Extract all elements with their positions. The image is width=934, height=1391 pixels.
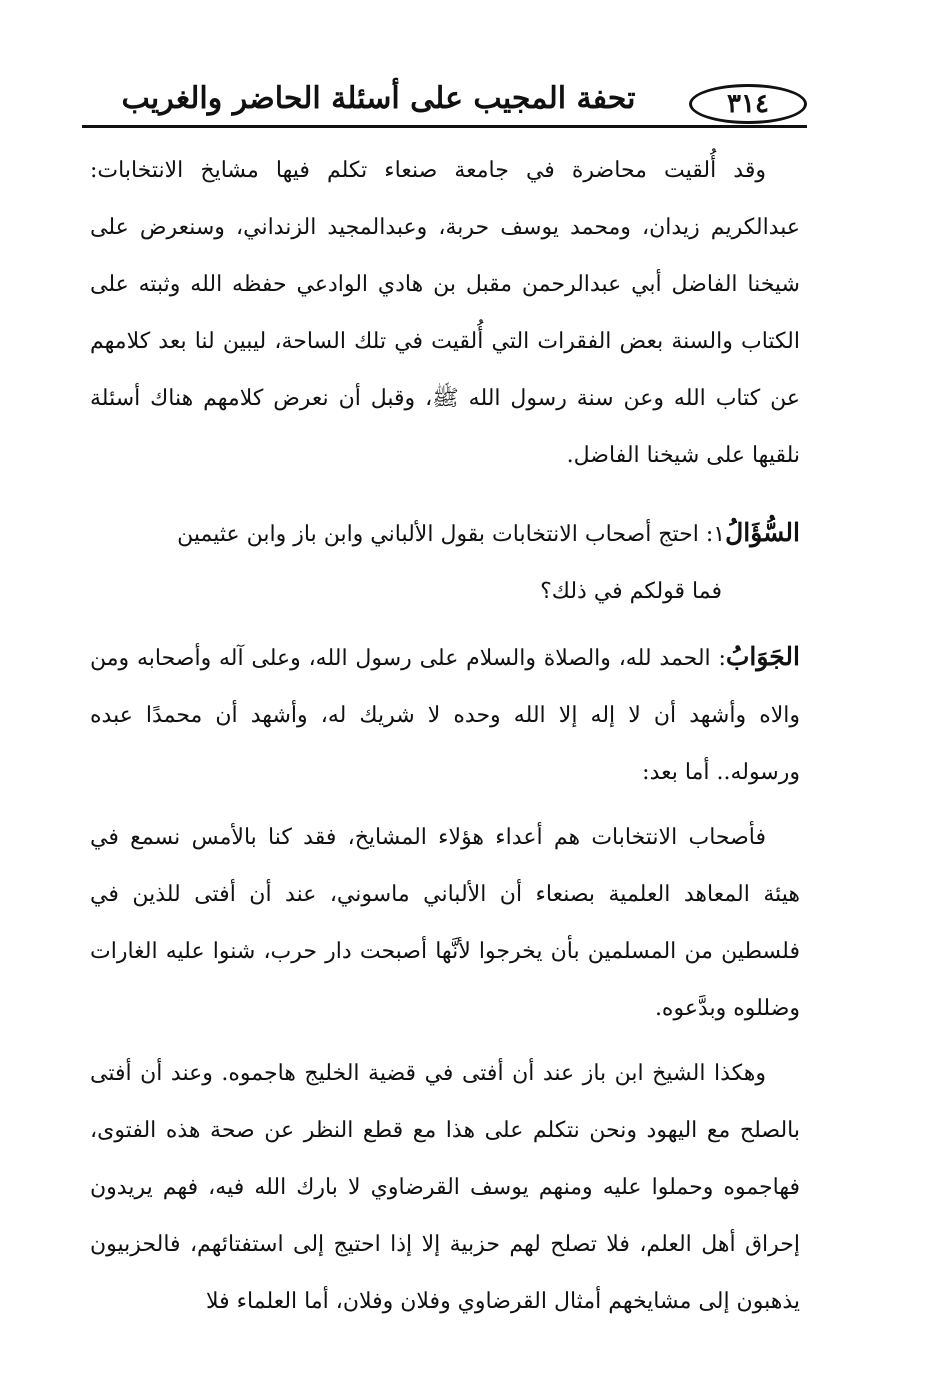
answer-text: : الحمد لله، والصلاة والسلام على رسول الله، وعلى آله وأصحابه ومن والاه وأشهد أن لا إله إلا الله وحده لا شريك له، وأشهد أن محمدًا عبده ورسوله.. أما بعد: (90, 646, 800, 785)
page-number: ٣١٤ (689, 84, 807, 124)
paragraph-intro: وقد أُلقيت محاضرة في جامعة صنعاء تكلم فيها مشايخ الانتخابات: عبدالكريم زيدان، ومحمد يوسف حربة، وعبدالمجيد الزنداني، وسنعرض على شيخنا الفاضل أبي عبدالرحمن مقبل بن هادي الوادعي حفظه الله وثبته على الكتاب والسنة بعض الفقرات التي أُلقيت في تلك الساحة، ليبين لنا بعد كلامهم عن كتاب الله وعن سنة رسول الله ﷺ، وقبل أن نعرض كلامهم هناك أسئلة نلقيها على شيخنا الفاضل. (90, 158, 800, 468)
question-number: ١: (698, 522, 726, 547)
question-line-2: فما قولكم في ذلك؟ (540, 579, 722, 604)
header-rule (82, 125, 807, 128)
question-line-1 (90, 504, 800, 563)
book-title: تحفة المجيب على أسئلة الحاضر والغريب (121, 81, 636, 116)
question-text: احتج أصحاب الانتخابات بقول الألباني وابن باز وابن عثيمين (177, 522, 699, 547)
answer-paragraph (90, 628, 800, 801)
paragraph-3: وهكذا الشيخ ابن باز عند أن أفتى في قضية الخليج هاجموه. وعند أن أفتى بالصلح مع اليهود ونحن نتكلم على هذا مع قطع النظر عن صحة هذه الفتوى، فهاجموه وحملوا عليه ومنهم يوسف القرضاوي لا بارك الله فيه، فهم يريدون إحراق أهل العلم، فلا تصلح لهم حزبية إلا إذا احتيج إلى استفتائهم، فالحزبيون يذهبون إلى مشايخهم أمثال القرضاوي وفلان وفلان، أما العلماء فلا (90, 1061, 800, 1314)
answer-label: الجَوَابُ (725, 642, 800, 671)
page-body (90, 142, 800, 1330)
question-label: السُّؤَالُ (725, 518, 800, 547)
page-header (82, 74, 807, 128)
paragraph-2: فأصحاب الانتخابات هم أعداء هؤلاء المشايخ، فقد كنا بالأمس نسمع في هيئة المعاهد العلمية بصنعاء أن الألباني ماسوني، عند أن أفتى للذين في فلسطين من المسلمين بأن يخرجوا لأنَّها أصبحت دار حرب، شنوا عليه الغارات وضللوه وبدَّعوه. (90, 825, 800, 1021)
